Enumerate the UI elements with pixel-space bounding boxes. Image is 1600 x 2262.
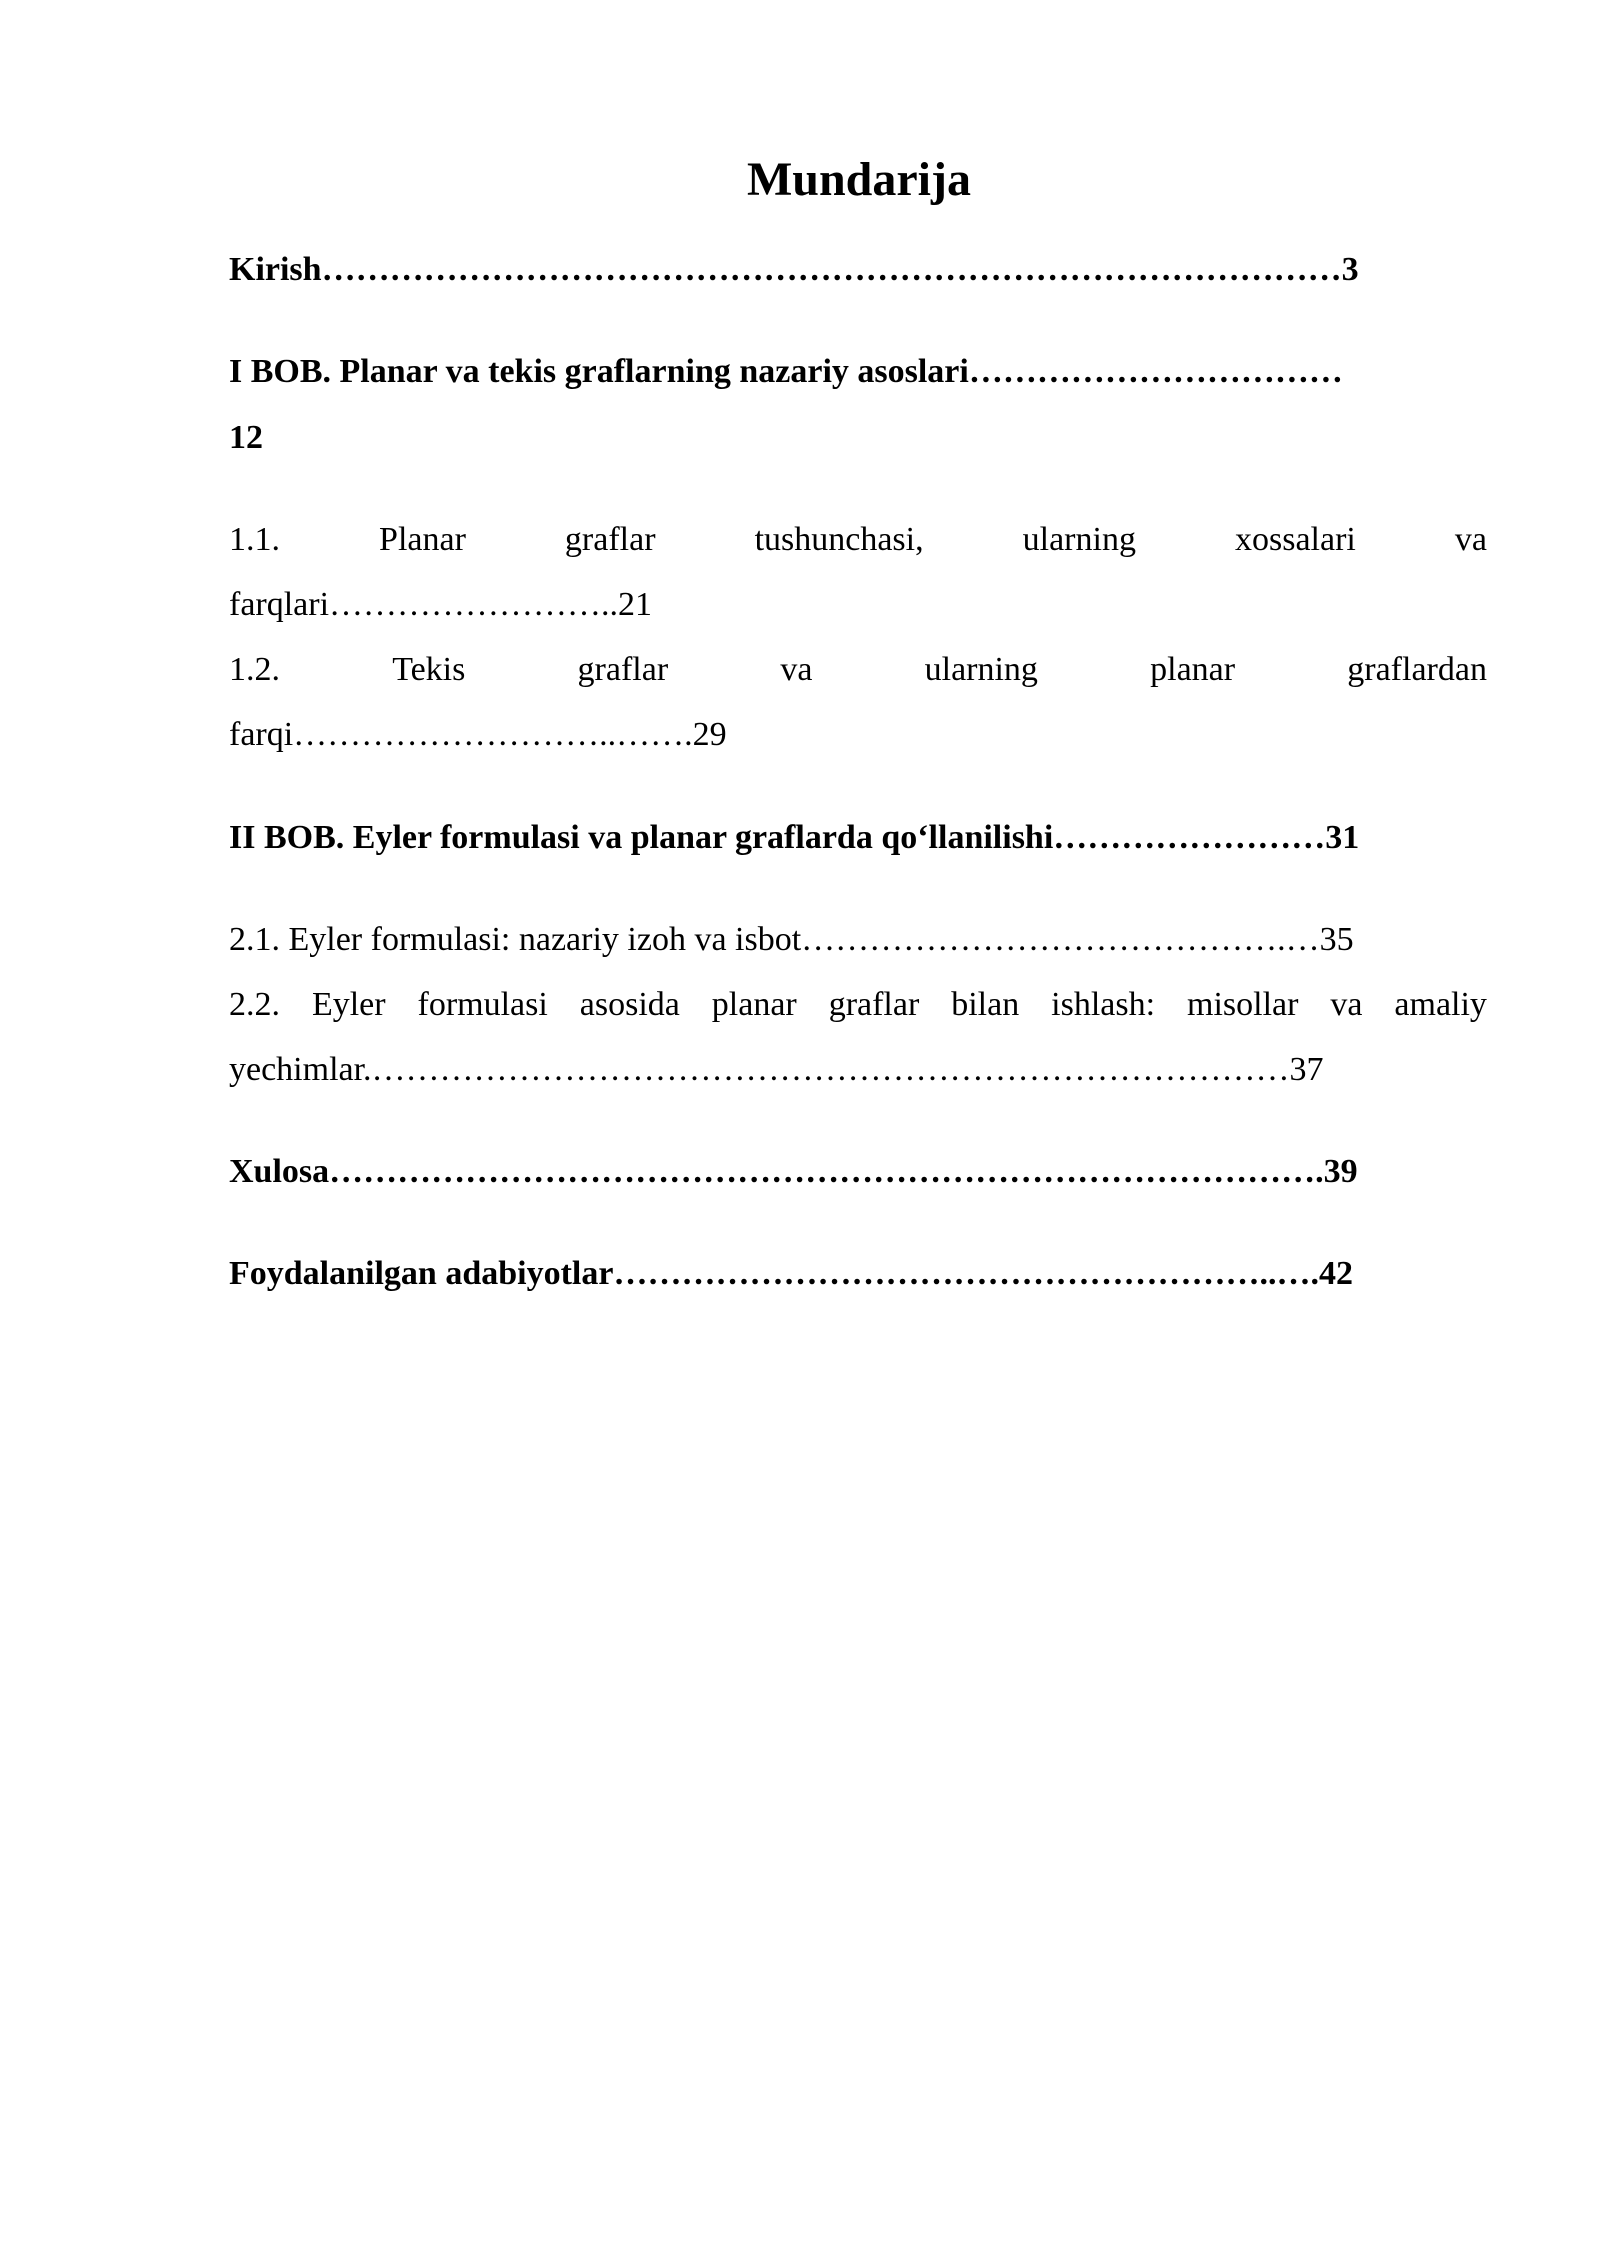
toc-entry-1-1 [229,520,1487,560]
toc-entry-2-2-page: yechimlar.………………………………………………………………………37 [229,1051,1324,1088]
toc-word: amaliy [1394,986,1487,1023]
toc-entry-xulosa: Xulosa…………………………………………………………………………….39 [229,1153,1358,1190]
toc-word: va [1454,521,1487,558]
toc-entry-bob2: II BOB. Eyler formulasi va planar graflarda qo‘llanilishi……………………31 [229,819,1360,856]
toc-word: planar [1150,651,1236,688]
toc-word: graflar [577,651,669,688]
toc-entry-kirish: Kirish………………………………………………………………………………3 [229,251,1359,288]
toc-entry-2-1: 2.1. Eyler formulasi: nazariy izoh va isbot…………………………………….…35 [229,921,1354,958]
toc-entry-1-2 [229,650,1487,690]
toc-entry-1-1-page: farqlari……………………..21 [229,586,653,623]
toc-word: tushunchasi, [754,521,924,558]
toc-entry-bob1-page: 12 [229,419,263,456]
toc-word: graflar [828,986,920,1023]
toc-word: ularning [924,651,1038,688]
toc-word: graflar [564,521,656,558]
toc-word: xossalari [1234,521,1356,558]
toc-word: bilan [951,986,1020,1023]
toc-entry-2-2 [229,985,1487,1025]
toc-entry-bob1: I BOB. Planar va tekis graflarning nazariy asoslari…………………………… [229,353,1343,390]
page-title: Mundarija [746,153,971,206]
toc-word: asosida [579,986,680,1023]
toc-word: va [1330,986,1363,1023]
toc-word: graflardan [1347,651,1487,688]
toc-word: 1.2. [229,651,280,688]
toc-word: planar [711,986,797,1023]
toc-word: 1.1. [229,521,280,558]
toc-word: Tekis [392,651,466,688]
toc-word: ishlash: [1051,986,1156,1023]
toc-word: formulasi [417,986,548,1023]
toc-word: va [780,651,813,688]
toc-word: Planar [379,521,466,558]
toc-word: ularning [1022,521,1136,558]
toc-word: Eyler [311,986,386,1023]
toc-entry-adabiyotlar: Foydalanilgan adabiyotlar…………………………………………………..….42 [229,1255,1353,1292]
toc-entry-1-2-page: farqi………………………..…….29 [229,716,727,753]
toc-word: 2.2. [229,986,280,1023]
toc-word: misollar [1187,986,1299,1023]
